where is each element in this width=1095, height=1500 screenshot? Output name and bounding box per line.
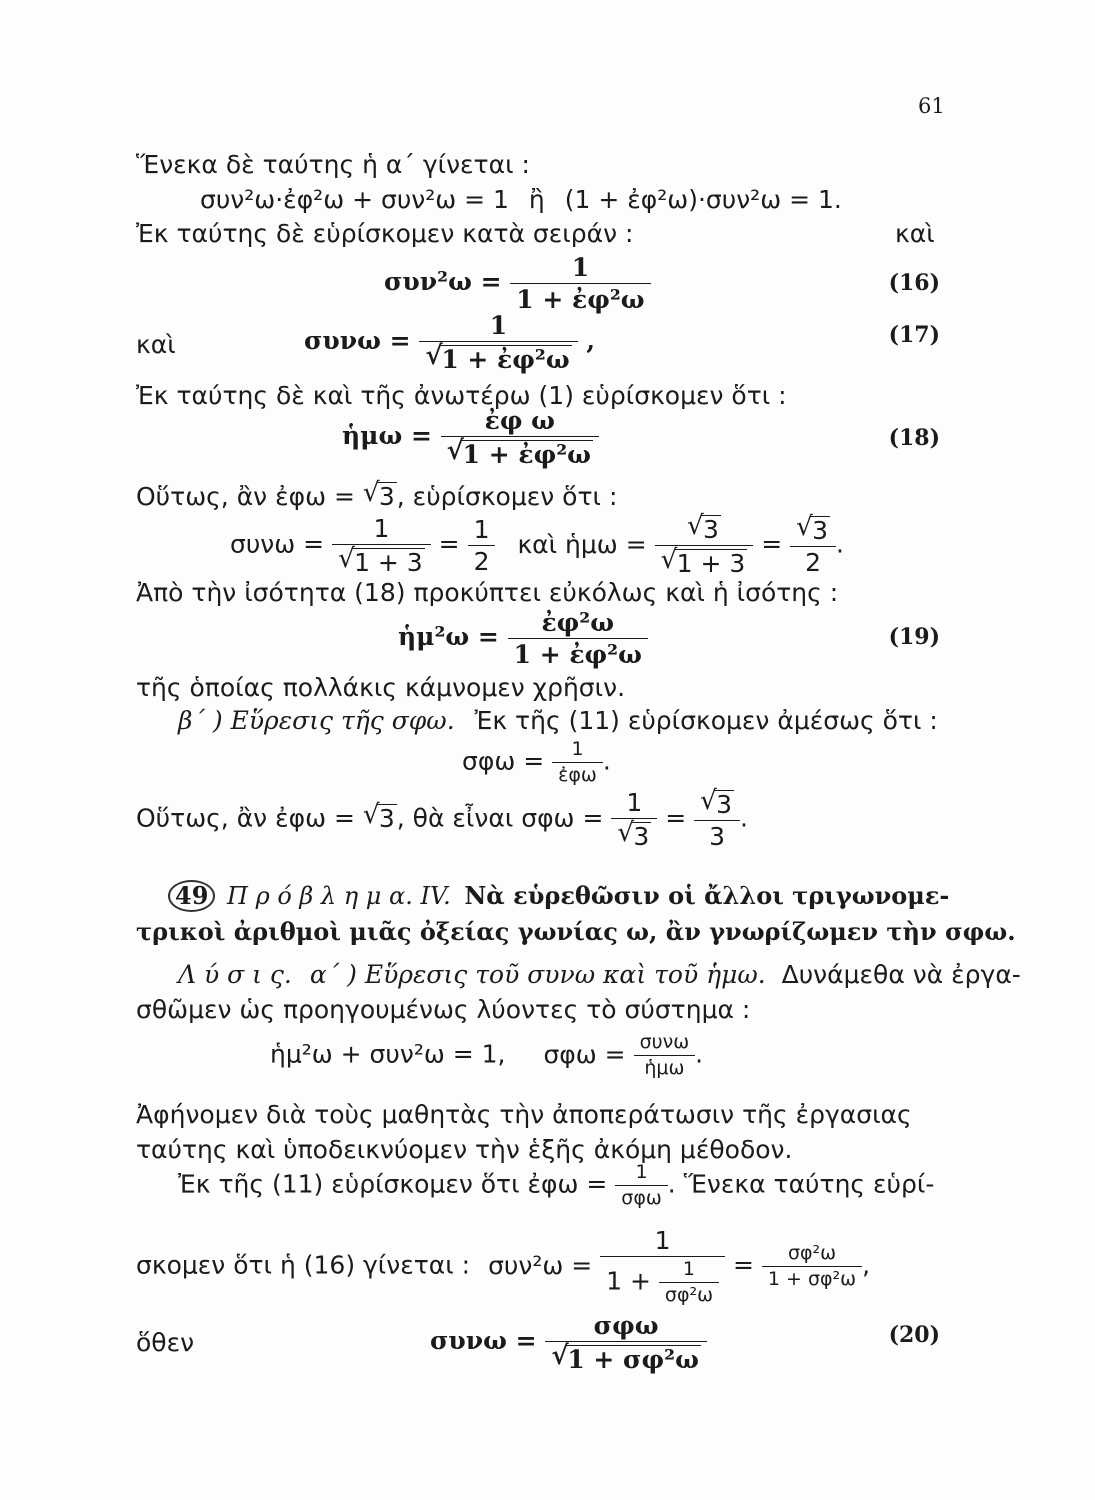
becomes-den-num: 1 <box>659 1260 719 1283</box>
eq20 <box>430 1313 707 1372</box>
ex2-end: . <box>740 803 748 833</box>
ex1-syn-res-den: 2 <box>473 547 490 576</box>
eq18-fraction <box>441 408 599 467</box>
ex1-syn-eq: = <box>438 529 460 559</box>
from11-fraction <box>615 1163 668 1208</box>
leave-line2: ταύτης καὶ ὑποδεικνύομεν τὴν ἑξῆς ἀκόμη μέθοδον. <box>136 1135 793 1164</box>
solution-text2: σθῶμεν ὡς προηγουμένως λύοντες τὸ σύστημα : <box>136 995 751 1024</box>
example1-tail: , εὑρίσκομεν ὅτι : <box>396 482 618 511</box>
eq17-fraction <box>419 313 577 372</box>
ex2-res-num: 3 <box>716 790 733 819</box>
eq19-fraction <box>508 610 648 667</box>
from11-den: σφω <box>621 1187 662 1209</box>
eq17-label: (17) <box>888 322 940 348</box>
eq17-tail: , <box>586 326 596 355</box>
eq16 <box>384 255 651 312</box>
beta-eq-fraction <box>552 740 603 785</box>
ex1-im-result <box>790 516 836 575</box>
example1-intro-text: Οὕτως, ἂν ἐφω = <box>136 482 355 511</box>
eq20-hothen: ὅθεν <box>136 1328 195 1357</box>
ex2-intro: Οὕτως, ἂν ἐφω = <box>136 803 355 833</box>
ex2-res-den: 3 <box>709 822 726 851</box>
beta-eq-den: ἐφω <box>558 764 597 786</box>
ex1-syn-num: 1 <box>332 516 431 545</box>
eq16-label: (16) <box>888 270 940 296</box>
eq19-lhs: ἡμ²ω = <box>398 622 499 651</box>
eq17-num: 1 <box>419 313 577 342</box>
eq17 <box>304 313 595 372</box>
ex1-syn-result <box>468 517 496 574</box>
solution-text1: Δυνάμεθα νὰ ἐργα- <box>781 960 1021 989</box>
eq18-den: 1 + ἐφ²ω <box>462 440 591 469</box>
problem-heading <box>168 880 949 912</box>
eq20-fraction <box>545 1313 707 1372</box>
sys-b-lhs: σφω = <box>543 1039 626 1069</box>
ex1-im-res-num: 3 <box>812 516 829 545</box>
eq19-num: ἐφ²ω <box>508 610 648 639</box>
sys-a: ἡμ²ω + συν²ω = 1, <box>270 1039 506 1069</box>
para1-intro: Ἕνεκα δὲ ταύτης ἡ α΄ γίνεται : <box>136 150 530 179</box>
eq18-sqrt-icon <box>447 440 593 467</box>
beta-text: Ἐκ τῆς (11) εὑρίσκομεν ἀμέσως ὅτι : <box>474 706 938 735</box>
ex2-den: 3 <box>633 822 650 851</box>
eq18 <box>342 408 599 467</box>
ex1-syn-res-num: 1 <box>468 517 496 546</box>
ex2-num: 1 <box>611 790 657 819</box>
ex1-kai-im: καὶ ἡμω = <box>517 529 647 559</box>
sys-b-num: συνω <box>634 1033 696 1056</box>
ex2-res-sqrt-icon <box>700 790 734 817</box>
becomes <box>136 1228 870 1305</box>
becomes-text: σκομεν ὅτι ἡ (16) γίνεται : <box>136 1250 471 1280</box>
example1-intro <box>136 482 617 509</box>
from11-text: Ἐκ τῆς (11) εὑρίσκομεν ὅτι ἐφω = <box>178 1169 608 1199</box>
eq18-num: ἐφ ω <box>441 408 599 437</box>
example1-root: 3 <box>378 482 395 511</box>
eq20-label: (20) <box>888 1322 940 1348</box>
ex2-mid: , θὰ εἶναι σφω = <box>396 803 604 833</box>
eq20-num: σφω <box>545 1313 707 1342</box>
becomes-lhs: συν²ω = <box>488 1250 593 1280</box>
becomes-den <box>600 1257 725 1305</box>
ex2-result <box>694 790 740 849</box>
becomes-eq: = <box>732 1250 754 1280</box>
problem-number-circle: 49 <box>168 880 215 912</box>
problem-text1: Νὰ εὑρεθῶσιν οἱ ἄλλοι τριγωνομε- <box>464 881 950 910</box>
ex1-end: . <box>836 529 844 559</box>
ex2-sqrt-icon <box>363 804 397 831</box>
page-number: 61 <box>918 94 945 118</box>
eq-lhs: συν²ω·ἐφ²ω + συν²ω = 1 <box>200 185 509 214</box>
becomes-result <box>762 1244 862 1289</box>
eq19-den: 1 + ἐφ²ω <box>513 640 642 669</box>
ex1-im-den-sqrt-icon <box>661 549 748 576</box>
eq17-kai: καὶ <box>136 330 176 359</box>
example1-equation <box>230 515 844 576</box>
ex1-im-num-sqrt-icon <box>687 515 721 542</box>
beta-eq-lhs: σφω = <box>462 746 545 776</box>
leave-line1: Ἀφήνομεν διὰ τοὺς μαθητὰς τὴν ἀποπεράτωσιν τῆς ἐργασιας <box>136 1100 912 1129</box>
eq18-lhs: ἡμω = <box>342 421 432 450</box>
ex1-im-res-den: 2 <box>805 548 822 577</box>
eq16-num: 1 <box>510 255 650 284</box>
eq17-den: 1 + ἐφ²ω <box>441 345 570 374</box>
line-from18: Ἀπὸ τὴν ἰσότητα (18) προκύπτει εὐκόλως καὶ ἡ ἰσότης : <box>136 578 839 607</box>
ex1-syn-sqrt-icon <box>338 548 425 575</box>
ex2-eq: = <box>665 803 687 833</box>
para1-kai: καὶ <box>895 219 935 248</box>
sys-b-den: ἡμω <box>644 1057 685 1079</box>
eq18-label: (18) <box>888 425 940 451</box>
ex1-syn-fraction <box>332 516 431 575</box>
ex1-syn-lhs: συνω = <box>230 529 325 559</box>
becomes-den-pre: 1 + <box>606 1266 651 1296</box>
becomes-res-num: σφ²ω <box>762 1244 862 1267</box>
becomes-fraction <box>600 1228 725 1305</box>
sys-end: . <box>695 1039 704 1069</box>
from11-num: 1 <box>615 1163 668 1186</box>
beta-eq-end: . <box>602 746 611 776</box>
problem-text2: τρικοὶ ἀριθμοὶ μιᾶς ὀξείας γωνίας ω, ἂν γνωρίζωμεν τὴν σφω. <box>136 917 1016 946</box>
ex1-im-num: 3 <box>702 515 719 544</box>
ex1-syn-den: 1 + 3 <box>354 548 423 577</box>
para1-hence: Ἐκ ταύτης δὲ εὑρίσκομεν κατὰ σειράν : <box>136 219 634 248</box>
eq-rhs: (1 + ἐφ²ω)·συν²ω = 1. <box>564 185 842 214</box>
eq17-lhs: συνω = <box>304 326 411 355</box>
eq17-sqrt-icon <box>425 345 571 372</box>
example2 <box>136 790 748 849</box>
ex1-im-fraction <box>655 515 754 576</box>
from11-tail: . Ἕνεκα ταύτης εὑρί- <box>667 1169 935 1199</box>
eq19 <box>398 610 648 667</box>
eq-or: ἢ <box>528 185 545 214</box>
eq16-den: 1 + ἐφ²ω <box>516 285 645 314</box>
eq20-sqrt-icon <box>551 1345 701 1372</box>
para1-equation <box>200 187 842 212</box>
beta-label: β΄ ) Εὕρεσις τῆς σφω. <box>178 706 455 735</box>
ex1-im-den: 1 + 3 <box>676 549 746 578</box>
problem-title: Π ρ ό β λ η μ α. IV. <box>227 882 451 910</box>
eq19-label: (19) <box>888 624 940 650</box>
ex2-root: 3 <box>378 803 395 833</box>
eq16-lhs: συν²ω = <box>384 267 502 296</box>
ex2-den-sqrt-icon <box>617 822 651 849</box>
becomes-den-den: σφ²ω <box>664 1284 714 1306</box>
becomes-res-den: 1 + σφ²ω <box>767 1268 857 1290</box>
use-line: τῆς ὁποίας πολλάκις κάμνομεν χρῆσιν. <box>136 673 626 702</box>
becomes-num: 1 <box>600 1228 725 1257</box>
solution-sub: α΄ ) Εὕρεσις τοῦ συνω καὶ τοῦ ἡμω. <box>309 960 766 989</box>
line-above: Ἐκ ταύτης δὲ καὶ τῆς ἀνωτέρω (1) εὑρίσκομεν ὅτι : <box>136 381 787 410</box>
becomes-end: , <box>862 1250 871 1280</box>
eq20-lhs: συνω = <box>430 1326 537 1355</box>
eq16-fraction <box>510 255 650 312</box>
ex1-im-res-sqrt-icon <box>796 516 830 543</box>
beta-eq-num: 1 <box>552 740 603 763</box>
example1-sqrt-icon <box>363 482 397 509</box>
becomes-den-fraction <box>659 1260 719 1305</box>
ex1-im-eq: = <box>761 529 783 559</box>
ex2-fraction <box>611 790 657 849</box>
solution-label: Λ ύ σ ι ς. <box>178 960 292 989</box>
solution-line1 <box>178 962 1021 987</box>
beta-equation <box>462 740 611 785</box>
sys-b-fraction <box>634 1033 696 1078</box>
solution-system <box>270 1033 703 1078</box>
eq20-den: 1 + σφ²ω <box>567 1345 699 1374</box>
beta-line <box>178 708 938 733</box>
from11 <box>178 1163 934 1208</box>
